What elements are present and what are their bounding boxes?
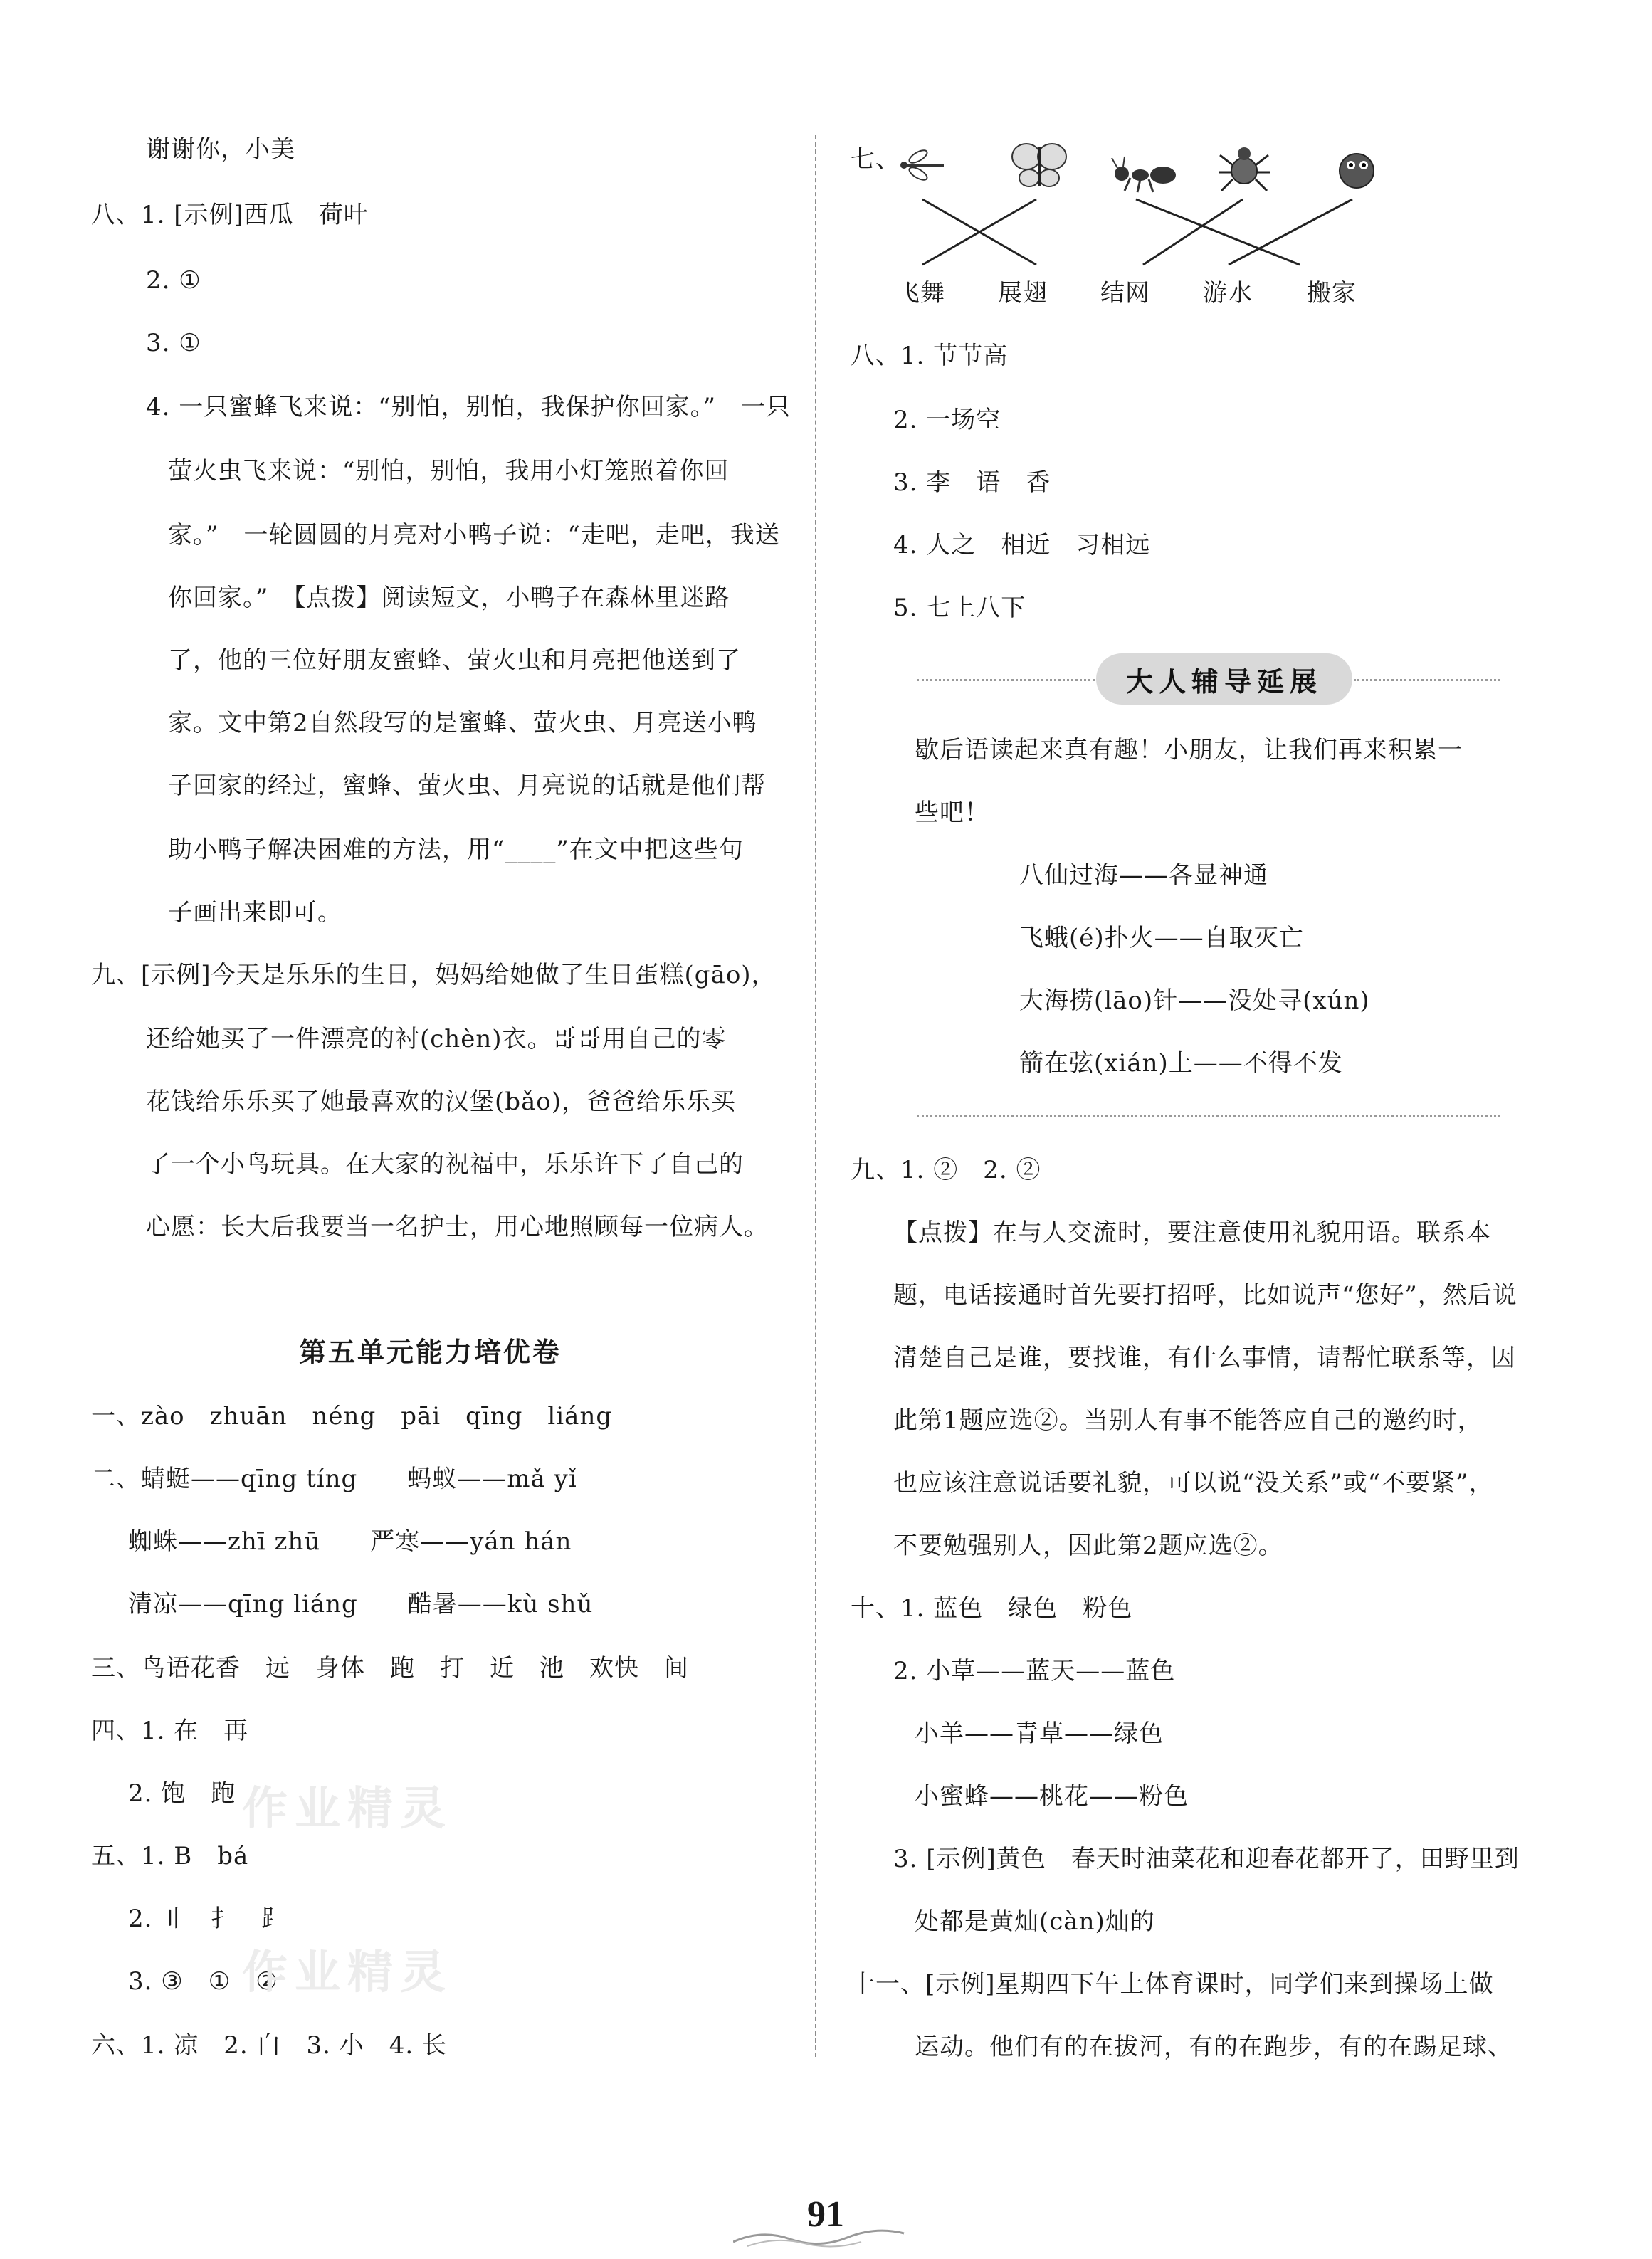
answer-line: 子回家的经过，蜜蜂、萤火虫、月亮说的话就是他们帮 [168, 772, 766, 800]
answer-line: 2. 〢 扌 ⻊ [128, 1905, 286, 1933]
spider-icon [1216, 139, 1273, 196]
answer-line: 不要勉强别人，因此第2题应选②。 [893, 1532, 1283, 1560]
verb-label: 飞舞 [895, 279, 945, 307]
answer-line: 2. ① [146, 266, 201, 295]
question-label: 七、 [851, 145, 900, 174]
banner-label: 大人辅导延展 [1125, 665, 1322, 697]
answer-line: 3. [示例]黄色 春天时油菜花和迎春花都开了，田野里到 [893, 1845, 1520, 1873]
column-divider [815, 135, 816, 2057]
answer-line: 了，他的三位好朋友蜜蜂、萤火虫和月亮把他送到了 [168, 646, 741, 675]
dragonfly-icon [898, 139, 949, 191]
answer-line: 萤火虫飞来说：“别怕，别怕，我用小灯笼照着你回 [168, 457, 730, 485]
answer-line: 运动。他们有的在拔河，有的在跑步，有的在踢足球、 [915, 2033, 1512, 2061]
dotted-rule [917, 679, 1095, 681]
ant-icon [1109, 155, 1180, 194]
answer-line: 3. ③ ① ② [128, 1967, 278, 1996]
answer-line: 小蜜蜂——桃花——粉色 [915, 1782, 1189, 1811]
text-line: 些吧！ [915, 799, 989, 827]
answer-line: 2. 一场空 [893, 406, 1001, 434]
text-line: 谢谢你，小美 [146, 135, 295, 164]
answer-line: 清凉——qīng liáng 酷暑——kù shǔ [128, 1590, 594, 1618]
answer-line: 二、蜻蜓——qīng tíng 蚂蚁——mǎ yǐ [91, 1465, 577, 1493]
answer-line: 子画出来即可。 [168, 898, 342, 927]
verb-label: 展翅 [998, 279, 1048, 307]
answer-line: 4. 一只蜜蜂飞来说：“别怕，别怕，我保护你回家。” 一只 [146, 393, 791, 421]
answer-line: 十一、[示例]星期四下午上体育课时，同学们来到操场上做 [851, 1970, 1494, 1999]
answer-line: 2. 小草——蓝天——蓝色 [893, 1657, 1176, 1685]
answer-line: 小羊——青草——绿色 [915, 1720, 1164, 1748]
idiom-line: 箭在弦(xián)上——不得不发 [1019, 1049, 1343, 1078]
answer-line: 蜘蛛——zhī zhū 严寒——yán hán [128, 1527, 572, 1556]
answer-line: 还给她买了一件漂亮的衬(chèn)衣。哥哥用自己的零 [146, 1025, 727, 1053]
answer-line: 5. 七上八下 [893, 594, 1026, 622]
dotted-rule [917, 1115, 1500, 1117]
answer-line: 家。文中第2自然段写的是蜜蜂、萤火虫、月亮送小鸭 [168, 709, 757, 737]
verb-label: 游水 [1203, 279, 1253, 307]
matching-lines [897, 196, 1395, 268]
watermark: 作业精灵 [242, 1783, 453, 1836]
watermark: 作业精灵 [242, 1947, 453, 1999]
answer-line: 3. ① [146, 329, 201, 357]
idiom-line: 飞蛾(é)扑火——自取灭亡 [1019, 924, 1304, 952]
answer-line: 心愿：长大后我要当一名护士，用心地照顾每一位病人。 [146, 1213, 769, 1241]
idiom-line: 八仙过海——各显神通 [1019, 861, 1268, 890]
answer-line: 十、1. 蓝色 绿色 粉色 [851, 1594, 1133, 1623]
answer-line: 题，电话接通时首先要打招呼，比如说声“您好”，然后说 [893, 1281, 1517, 1310]
answer-line: 你回家。” 【点拨】阅读短文，小鸭子在森林里迷路 [168, 584, 730, 612]
answer-line: 八、1. 节节高 [851, 342, 1009, 370]
answer-line: 2. 饱 跑 [128, 1779, 236, 1808]
answer-line: 了一个小鸟玩具。在大家的祝福中，乐乐许下了自己的 [146, 1150, 744, 1179]
answer-line: 也应该注意说话要礼貌，可以说“没关系”或“不要紧”， [893, 1469, 1494, 1497]
answer-line: 此第1题应选②。当别人有事不能答应自己的邀约时， [893, 1406, 1483, 1435]
idiom-line: 大海捞(lāo)针——没处寻(xún) [1019, 986, 1370, 1015]
answer-line: 清楚自己是谁，要找谁，有什么事情，请帮忙联系等，因 [893, 1344, 1516, 1372]
text-line: 歇后语读起来真有趣！小朋友，让我们再来积累一 [915, 736, 1463, 764]
answer-line: 【点拨】在与人交流时，要注意使用礼貌用语。联系本 [893, 1218, 1491, 1247]
answer-line: 四、1. 在 再 [91, 1717, 249, 1745]
answer-line: 助小鸭子解决困难的方法，用“____”在文中把这些句 [168, 836, 744, 864]
answer-line: 4. 人之 相近 习相远 [893, 531, 1151, 559]
section-title: 第五单元能力培优卷 [299, 1336, 562, 1368]
answer-line: 家。” 一轮圆圆的月亮对小鸭子说：“走吧，走吧，我送 [168, 521, 780, 549]
wave-ornament [733, 2228, 918, 2249]
answer-line: 五、1. B bá [91, 1842, 249, 1870]
butterfly-icon [1009, 137, 1069, 194]
extension-banner [1096, 653, 1352, 705]
answer-line: 九、[示例]今天是乐乐的生日，妈妈给她做了生日蛋糕(gāo)， [91, 961, 777, 989]
verb-label: 搬家 [1307, 279, 1357, 307]
page-number: 91 [807, 2194, 844, 2235]
answer-line: 九、1. ② 2. ② [851, 1156, 1041, 1184]
answer-line: 一、zào zhuān néng pāi qīng liáng [91, 1402, 613, 1431]
verb-label: 结网 [1100, 279, 1150, 307]
tadpole-icon [1330, 142, 1384, 194]
answer-line: 处都是黄灿(càn)灿的 [915, 1907, 1155, 1936]
dotted-rule [1354, 679, 1500, 681]
answer-line: 三、鸟语花香 远 身体 跑 打 近 池 欢快 间 [91, 1654, 689, 1683]
answer-line: 八、1. [示例]西瓜 荷叶 [91, 201, 369, 229]
answer-line: 花钱给乐乐买了她最喜欢的汉堡(bǎo)，爸爸给乐乐买 [146, 1088, 737, 1116]
answer-line: 3. 李 语 香 [893, 468, 1051, 497]
answer-line: 六、1. 凉 2. 白 3. 小 4. 长 [91, 2031, 447, 2060]
